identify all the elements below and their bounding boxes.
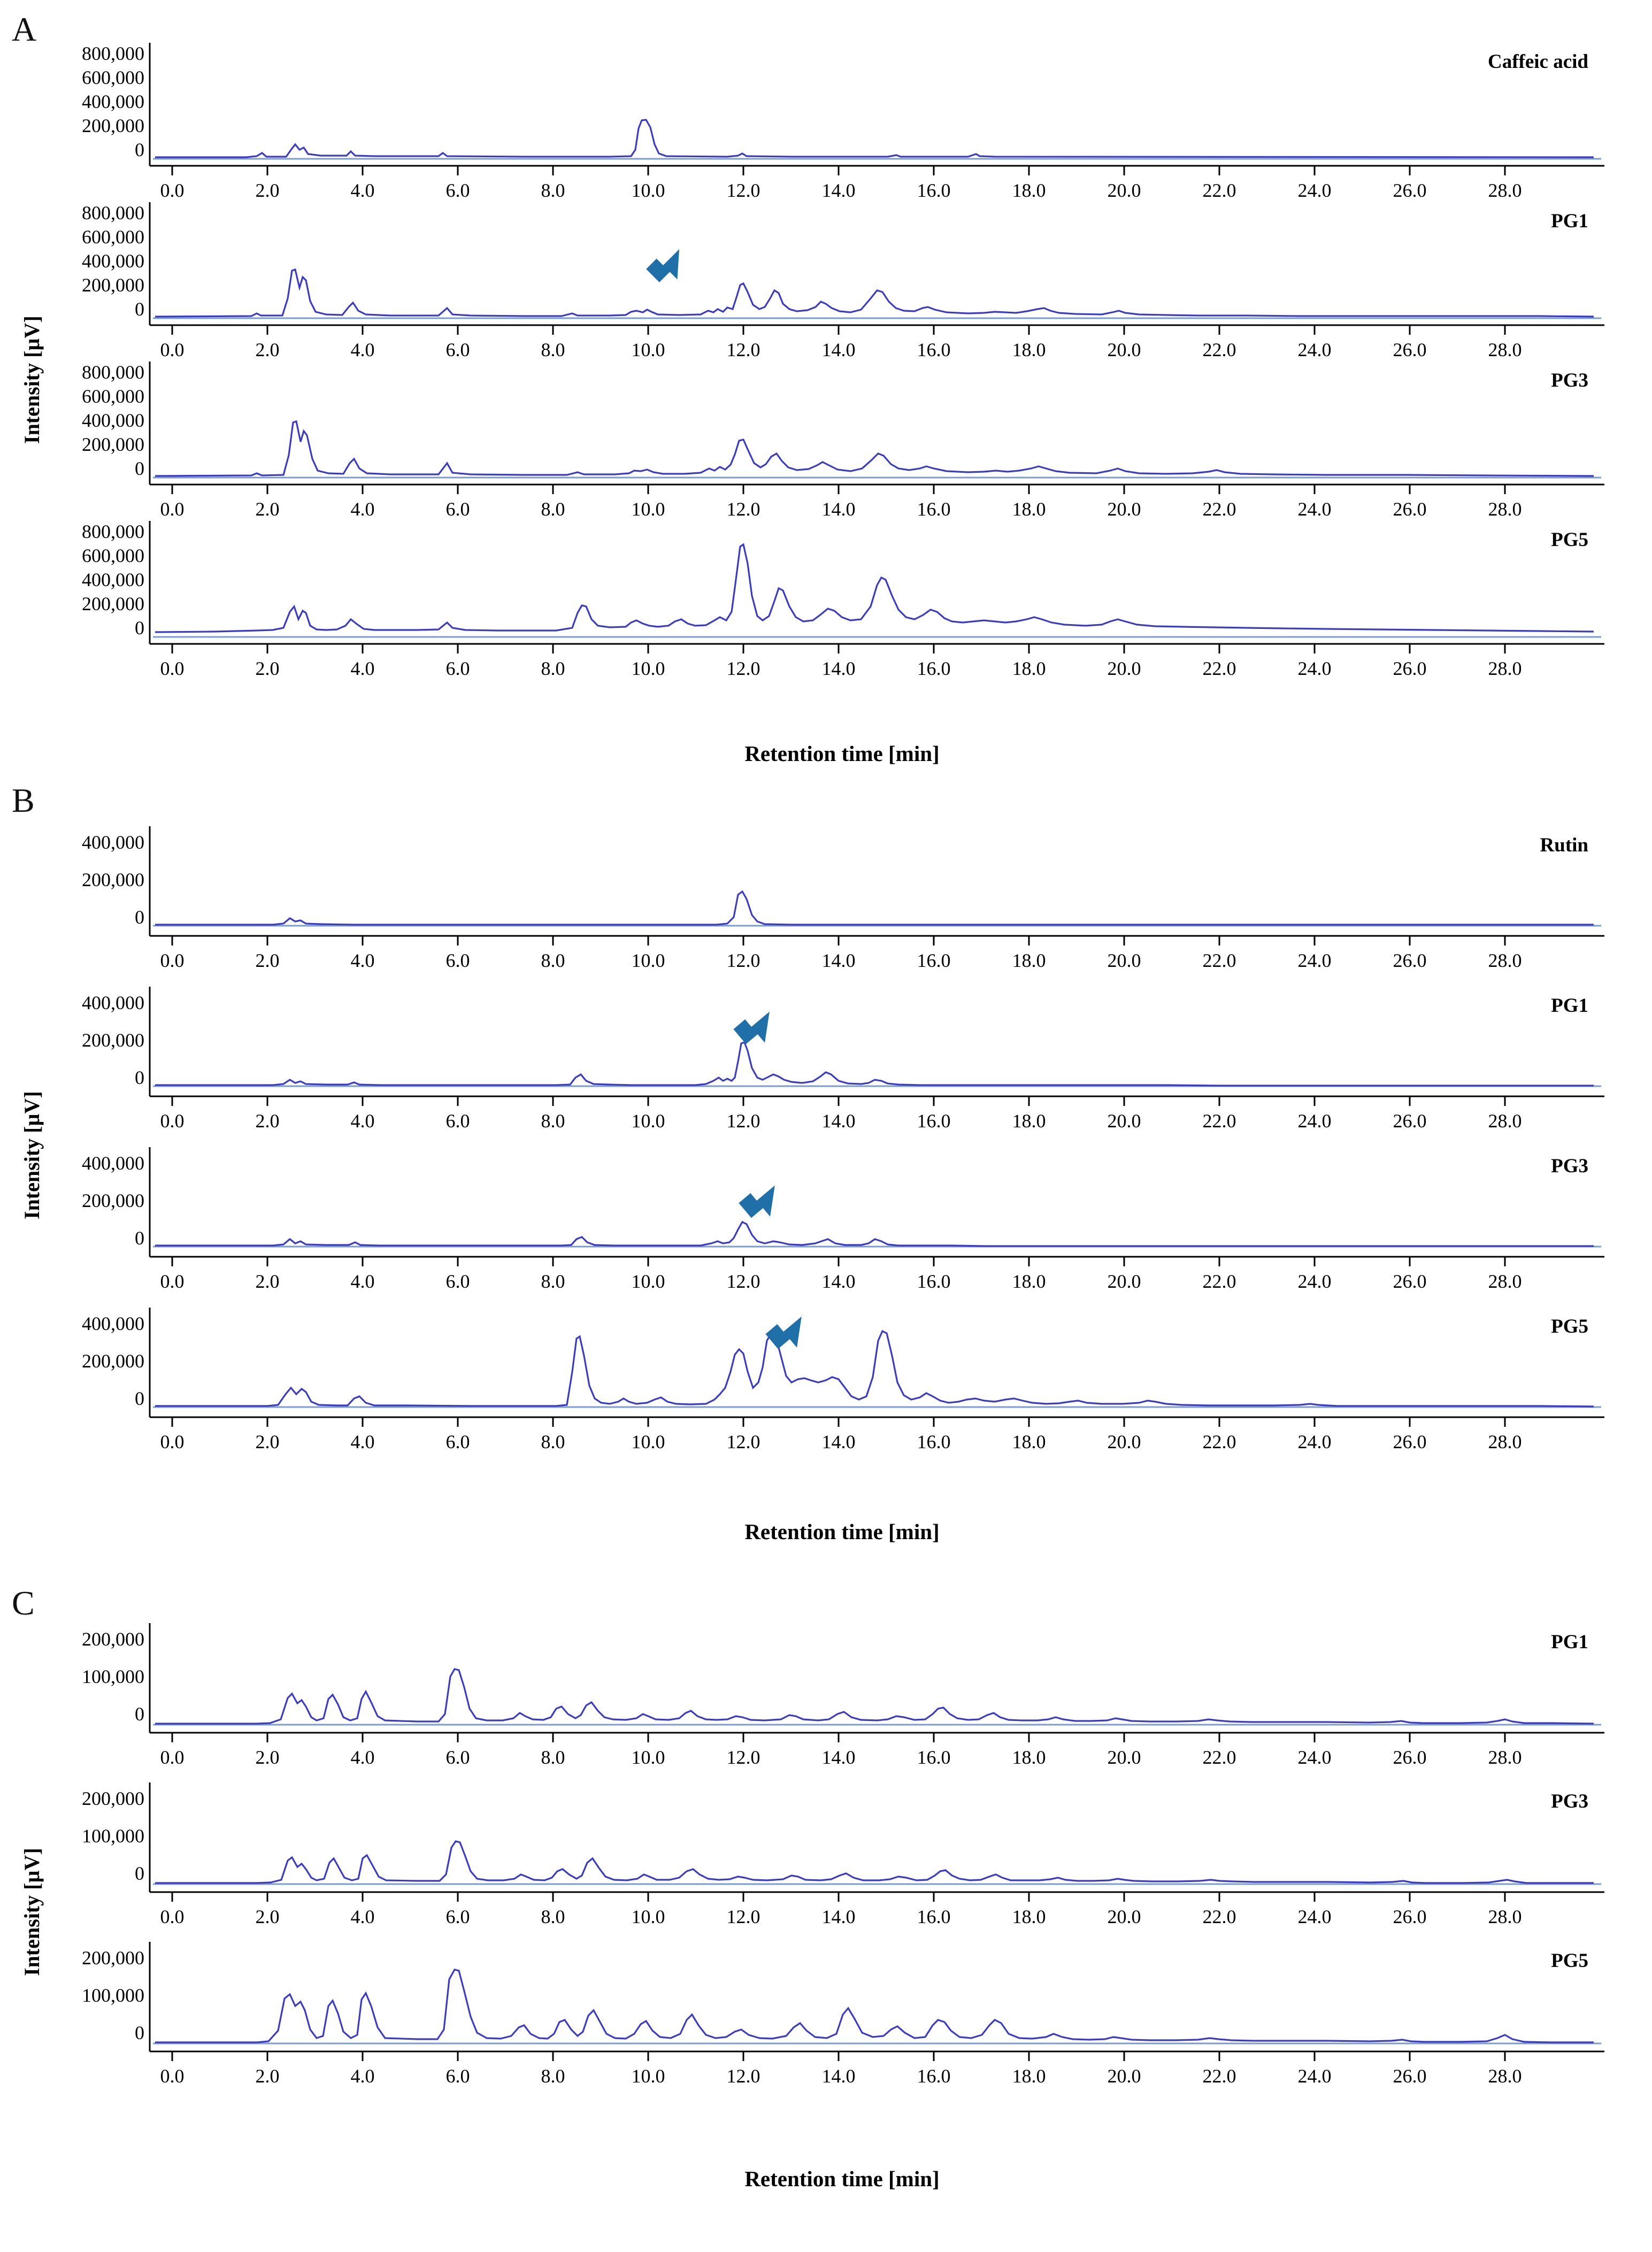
svg-text:2.0: 2.0 <box>255 658 280 679</box>
svg-text:24.0: 24.0 <box>1297 339 1332 360</box>
svg-text:4.0: 4.0 <box>350 1906 375 1927</box>
svg-text:4.0: 4.0 <box>350 339 375 360</box>
svg-text:14.0: 14.0 <box>821 2065 856 2087</box>
svg-text:12.0: 12.0 <box>726 658 760 679</box>
svg-text:14.0: 14.0 <box>821 1271 856 1292</box>
svg-text:0.0: 0.0 <box>160 339 185 360</box>
svg-text:200,000: 200,000 <box>82 274 144 296</box>
svg-text:22.0: 22.0 <box>1202 1110 1236 1132</box>
svg-text:8.0: 8.0 <box>541 1110 565 1132</box>
svg-text:200,000: 200,000 <box>82 593 144 614</box>
svg-text:10.0: 10.0 <box>631 1110 665 1132</box>
svg-text:16.0: 16.0 <box>917 950 951 971</box>
svg-text:26.0: 26.0 <box>1393 1747 1427 1768</box>
svg-text:0: 0 <box>135 1227 144 1249</box>
svg-text:0: 0 <box>135 139 144 160</box>
panel-c <box>0 1580 1620 2252</box>
svg-text:12.0: 12.0 <box>726 1747 760 1768</box>
trace-line <box>155 120 1594 157</box>
svg-text:0.0: 0.0 <box>160 498 185 520</box>
svg-text:800,000: 800,000 <box>82 362 144 383</box>
svg-text:18.0: 18.0 <box>1012 1271 1046 1292</box>
svg-text:0.0: 0.0 <box>160 180 185 201</box>
svg-text:600,000: 600,000 <box>82 226 144 248</box>
svg-text:8.0: 8.0 <box>541 1906 565 1927</box>
svg-text:8.0: 8.0 <box>541 1431 565 1452</box>
svg-text:2.0: 2.0 <box>255 2065 280 2087</box>
svg-text:2.0: 2.0 <box>255 1110 280 1132</box>
svg-text:28.0: 28.0 <box>1488 180 1522 201</box>
svg-text:14.0: 14.0 <box>821 1110 856 1132</box>
svg-text:28.0: 28.0 <box>1488 1110 1522 1132</box>
svg-text:22.0: 22.0 <box>1202 658 1236 679</box>
panel-b-ylabel: Intensity [µV] <box>20 1091 44 1219</box>
svg-text:20.0: 20.0 <box>1107 1271 1141 1292</box>
svg-text:28.0: 28.0 <box>1488 1747 1522 1768</box>
svg-text:26.0: 26.0 <box>1393 1906 1427 1927</box>
svg-text:24.0: 24.0 <box>1297 1110 1332 1132</box>
panel-c-ylabel: Intensity [µV] <box>20 1848 44 1976</box>
svg-text:800,000: 800,000 <box>82 202 144 224</box>
svg-text:200,000: 200,000 <box>82 1788 144 1809</box>
trace-label-pg5: PG5 <box>1551 1316 1588 1338</box>
svg-text:200,000: 200,000 <box>82 1628 144 1650</box>
svg-text:24.0: 24.0 <box>1297 2065 1332 2087</box>
svg-text:0: 0 <box>135 1388 144 1409</box>
svg-text:16.0: 16.0 <box>917 339 951 360</box>
svg-text:12.0: 12.0 <box>726 1271 760 1292</box>
svg-text:200,000: 200,000 <box>82 1947 144 1969</box>
svg-text:10.0: 10.0 <box>631 339 665 360</box>
svg-text:200,000: 200,000 <box>82 434 144 455</box>
svg-text:16.0: 16.0 <box>917 658 951 679</box>
svg-text:18.0: 18.0 <box>1012 1747 1046 1768</box>
svg-text:0: 0 <box>135 906 144 928</box>
svg-text:14.0: 14.0 <box>821 339 856 360</box>
panel-a <box>0 0 1620 786</box>
svg-text:18.0: 18.0 <box>1012 1110 1046 1132</box>
svg-text:0: 0 <box>135 1067 144 1088</box>
svg-text:28.0: 28.0 <box>1488 1906 1522 1927</box>
svg-text:18.0: 18.0 <box>1012 2065 1046 2087</box>
trace-label-caffeic-acid: Caffeic acid <box>1487 51 1588 73</box>
chart-c-pg5 <box>82 1942 1604 2108</box>
svg-text:200,000: 200,000 <box>82 1190 144 1211</box>
svg-text:6.0: 6.0 <box>445 180 470 201</box>
chart-a-pg5 <box>82 521 1604 687</box>
svg-text:200,000: 200,000 <box>82 1350 144 1372</box>
svg-text:6.0: 6.0 <box>445 658 470 679</box>
svg-text:18.0: 18.0 <box>1012 950 1046 971</box>
svg-text:18.0: 18.0 <box>1012 1906 1046 1927</box>
svg-text:0.0: 0.0 <box>160 950 185 971</box>
svg-text:6.0: 6.0 <box>445 2065 470 2087</box>
svg-text:4.0: 4.0 <box>350 1110 375 1132</box>
panel-a-ylabel: Intensity [µV] <box>20 316 44 444</box>
svg-text:26.0: 26.0 <box>1393 339 1427 360</box>
svg-text:22.0: 22.0 <box>1202 339 1236 360</box>
svg-text:10.0: 10.0 <box>631 1906 665 1927</box>
svg-text:12.0: 12.0 <box>726 1906 760 1927</box>
svg-text:4.0: 4.0 <box>350 1431 375 1452</box>
svg-text:16.0: 16.0 <box>917 180 951 201</box>
svg-text:18.0: 18.0 <box>1012 180 1046 201</box>
svg-text:10.0: 10.0 <box>631 1431 665 1452</box>
svg-text:6.0: 6.0 <box>445 1747 470 1768</box>
svg-text:6.0: 6.0 <box>445 1271 470 1292</box>
svg-text:400,000: 400,000 <box>82 1152 144 1174</box>
svg-text:16.0: 16.0 <box>917 1271 951 1292</box>
svg-text:0.0: 0.0 <box>160 1271 185 1292</box>
svg-text:2.0: 2.0 <box>255 180 280 201</box>
svg-text:20.0: 20.0 <box>1107 339 1141 360</box>
svg-text:8.0: 8.0 <box>541 2065 565 2087</box>
chart-b-pg3 <box>82 1147 1604 1308</box>
trace-line <box>155 544 1594 632</box>
annotation-arrow <box>739 1178 788 1227</box>
chart-a-pg1 <box>82 202 1604 363</box>
svg-text:6.0: 6.0 <box>445 950 470 971</box>
svg-text:400,000: 400,000 <box>82 91 144 112</box>
svg-text:0: 0 <box>135 1863 144 1884</box>
svg-text:18.0: 18.0 <box>1012 1431 1046 1452</box>
svg-text:400,000: 400,000 <box>82 410 144 431</box>
trace-line <box>155 1841 1594 1883</box>
trace-line <box>155 1970 1594 2042</box>
svg-text:2.0: 2.0 <box>255 1271 280 1292</box>
svg-text:26.0: 26.0 <box>1393 180 1427 201</box>
svg-text:24.0: 24.0 <box>1297 1747 1332 1768</box>
svg-text:20.0: 20.0 <box>1107 1906 1141 1927</box>
svg-text:400,000: 400,000 <box>82 832 144 853</box>
svg-text:28.0: 28.0 <box>1488 339 1522 360</box>
svg-text:0: 0 <box>135 2022 144 2043</box>
svg-text:20.0: 20.0 <box>1107 658 1141 679</box>
svg-text:2.0: 2.0 <box>255 950 280 971</box>
svg-text:4.0: 4.0 <box>350 498 375 520</box>
svg-text:600,000: 600,000 <box>82 67 144 88</box>
chart-c-pg1 <box>82 1623 1604 1784</box>
svg-text:800,000: 800,000 <box>82 521 144 542</box>
svg-text:600,000: 600,000 <box>82 386 144 407</box>
svg-text:2.0: 2.0 <box>255 1431 280 1452</box>
svg-text:26.0: 26.0 <box>1393 950 1427 971</box>
svg-text:12.0: 12.0 <box>726 180 760 201</box>
svg-text:200,000: 200,000 <box>82 869 144 890</box>
svg-text:2.0: 2.0 <box>255 1906 280 1927</box>
svg-text:22.0: 22.0 <box>1202 1747 1236 1768</box>
svg-text:2.0: 2.0 <box>255 498 280 520</box>
svg-text:20.0: 20.0 <box>1107 1110 1141 1132</box>
trace-label-rutin: Rutin <box>1540 834 1588 856</box>
svg-text:28.0: 28.0 <box>1488 2065 1522 2087</box>
svg-text:24.0: 24.0 <box>1297 1431 1332 1452</box>
svg-text:200,000: 200,000 <box>82 1029 144 1051</box>
svg-text:600,000: 600,000 <box>82 545 144 566</box>
svg-text:24.0: 24.0 <box>1297 1906 1332 1927</box>
svg-text:26.0: 26.0 <box>1393 1431 1427 1452</box>
svg-text:20.0: 20.0 <box>1107 1431 1141 1452</box>
svg-text:20.0: 20.0 <box>1107 1747 1141 1768</box>
svg-text:10.0: 10.0 <box>631 950 665 971</box>
svg-text:24.0: 24.0 <box>1297 180 1332 201</box>
svg-text:12.0: 12.0 <box>726 1110 760 1132</box>
panel-a-letter: A <box>12 10 37 48</box>
svg-text:22.0: 22.0 <box>1202 2065 1236 2087</box>
svg-text:6.0: 6.0 <box>445 339 470 360</box>
svg-text:400,000: 400,000 <box>82 1313 144 1334</box>
svg-text:12.0: 12.0 <box>726 950 760 971</box>
svg-text:22.0: 22.0 <box>1202 1271 1236 1292</box>
svg-text:22.0: 22.0 <box>1202 1431 1236 1452</box>
svg-text:400,000: 400,000 <box>82 569 144 590</box>
svg-text:0: 0 <box>135 617 144 639</box>
svg-text:10.0: 10.0 <box>631 180 665 201</box>
svg-text:200,000: 200,000 <box>82 115 144 136</box>
svg-text:0.0: 0.0 <box>160 2065 185 2087</box>
chart-c-pg3 <box>82 1782 1604 1943</box>
svg-text:100,000: 100,000 <box>82 1825 144 1847</box>
svg-text:20.0: 20.0 <box>1107 2065 1141 2087</box>
panel-a-xlabel: Retention time [min] <box>744 741 940 766</box>
svg-text:4.0: 4.0 <box>350 1271 375 1292</box>
svg-text:18.0: 18.0 <box>1012 658 1046 679</box>
chart-a-pg3 <box>82 362 1604 522</box>
svg-text:0: 0 <box>135 298 144 320</box>
svg-text:6.0: 6.0 <box>445 1110 470 1132</box>
svg-text:22.0: 22.0 <box>1202 180 1236 201</box>
svg-text:400,000: 400,000 <box>82 250 144 272</box>
svg-text:14.0: 14.0 <box>821 658 856 679</box>
svg-text:4.0: 4.0 <box>350 2065 375 2087</box>
svg-text:16.0: 16.0 <box>917 1110 951 1132</box>
svg-text:28.0: 28.0 <box>1488 1271 1522 1292</box>
trace-label-pg3: PG3 <box>1551 1790 1588 1812</box>
svg-text:4.0: 4.0 <box>350 950 375 971</box>
svg-text:14.0: 14.0 <box>821 498 856 520</box>
svg-text:400,000: 400,000 <box>82 992 144 1013</box>
svg-text:14.0: 14.0 <box>821 1747 856 1768</box>
svg-text:24.0: 24.0 <box>1297 498 1332 520</box>
svg-text:12.0: 12.0 <box>726 2065 760 2087</box>
svg-text:28.0: 28.0 <box>1488 950 1522 971</box>
chart-b-rutin <box>82 826 1604 987</box>
chart-b-pg1 <box>82 987 1604 1147</box>
svg-text:16.0: 16.0 <box>917 498 951 520</box>
trace-line <box>155 1331 1594 1406</box>
svg-text:0: 0 <box>135 1703 144 1725</box>
svg-text:16.0: 16.0 <box>917 1431 951 1452</box>
svg-text:20.0: 20.0 <box>1107 950 1141 971</box>
chart-a-caffeic-acid <box>82 43 1604 203</box>
svg-text:16.0: 16.0 <box>917 2065 951 2087</box>
svg-text:28.0: 28.0 <box>1488 498 1522 520</box>
panel-b-letter: B <box>12 781 35 819</box>
svg-text:14.0: 14.0 <box>821 1431 856 1452</box>
svg-text:800,000: 800,000 <box>82 43 144 64</box>
svg-text:2.0: 2.0 <box>255 339 280 360</box>
svg-text:14.0: 14.0 <box>821 950 856 971</box>
panel-c-xlabel: Retention time [min] <box>744 2166 940 2191</box>
svg-text:24.0: 24.0 <box>1297 1271 1332 1292</box>
chart-b-pg5 <box>82 1308 1604 1473</box>
svg-text:10.0: 10.0 <box>631 498 665 520</box>
panel-b <box>0 775 1620 1567</box>
svg-text:22.0: 22.0 <box>1202 950 1236 971</box>
svg-text:20.0: 20.0 <box>1107 180 1141 201</box>
svg-text:0.0: 0.0 <box>160 1747 185 1768</box>
svg-text:16.0: 16.0 <box>917 1747 951 1768</box>
trace-line <box>155 1222 1594 1246</box>
trace-line <box>155 1669 1594 1724</box>
svg-text:6.0: 6.0 <box>445 1431 470 1452</box>
svg-text:24.0: 24.0 <box>1297 658 1332 679</box>
annotation-arrow <box>646 243 693 290</box>
svg-text:0.0: 0.0 <box>160 1431 185 1452</box>
svg-text:18.0: 18.0 <box>1012 498 1046 520</box>
trace-label-pg1: PG1 <box>1551 995 1588 1017</box>
svg-text:0.0: 0.0 <box>160 1906 185 1927</box>
svg-text:10.0: 10.0 <box>631 1747 665 1768</box>
svg-text:22.0: 22.0 <box>1202 1906 1236 1927</box>
svg-text:4.0: 4.0 <box>350 658 375 679</box>
svg-text:26.0: 26.0 <box>1393 498 1427 520</box>
svg-text:10.0: 10.0 <box>631 2065 665 2087</box>
svg-text:16.0: 16.0 <box>917 1906 951 1927</box>
panel-c-letter: C <box>12 1584 35 1622</box>
svg-text:100,000: 100,000 <box>82 1985 144 2006</box>
svg-text:4.0: 4.0 <box>350 180 375 201</box>
svg-text:8.0: 8.0 <box>541 180 565 201</box>
svg-text:10.0: 10.0 <box>631 1271 665 1292</box>
trace-label-pg5: PG5 <box>1551 529 1588 551</box>
svg-text:8.0: 8.0 <box>541 1747 565 1768</box>
svg-text:28.0: 28.0 <box>1488 1431 1522 1452</box>
trace-line <box>155 421 1594 476</box>
trace-line <box>155 891 1594 925</box>
annotation-arrow <box>765 1309 815 1358</box>
trace-line <box>155 1042 1594 1086</box>
svg-text:8.0: 8.0 <box>541 950 565 971</box>
svg-text:26.0: 26.0 <box>1393 658 1427 679</box>
svg-text:28.0: 28.0 <box>1488 658 1522 679</box>
svg-text:6.0: 6.0 <box>445 498 470 520</box>
trace-label-pg3: PG3 <box>1551 1155 1588 1177</box>
svg-text:0.0: 0.0 <box>160 658 185 679</box>
trace-label-pg1: PG1 <box>1551 1631 1588 1653</box>
svg-text:10.0: 10.0 <box>631 658 665 679</box>
svg-text:20.0: 20.0 <box>1107 498 1141 520</box>
svg-text:8.0: 8.0 <box>541 658 565 679</box>
svg-text:26.0: 26.0 <box>1393 1271 1427 1292</box>
svg-text:12.0: 12.0 <box>726 498 760 520</box>
svg-text:14.0: 14.0 <box>821 1906 856 1927</box>
svg-text:100,000: 100,000 <box>82 1666 144 1687</box>
svg-text:14.0: 14.0 <box>821 180 856 201</box>
svg-text:4.0: 4.0 <box>350 1747 375 1768</box>
svg-text:0: 0 <box>135 458 144 479</box>
svg-text:2.0: 2.0 <box>255 1747 280 1768</box>
svg-text:18.0: 18.0 <box>1012 339 1046 360</box>
svg-text:24.0: 24.0 <box>1297 950 1332 971</box>
trace-label-pg5: PG5 <box>1551 1950 1588 1972</box>
svg-text:8.0: 8.0 <box>541 1271 565 1292</box>
svg-text:8.0: 8.0 <box>541 339 565 360</box>
trace-label-pg1: PG1 <box>1551 210 1588 232</box>
svg-text:22.0: 22.0 <box>1202 498 1236 520</box>
panel-b-xlabel: Retention time [min] <box>744 1519 940 1544</box>
svg-text:12.0: 12.0 <box>726 1431 760 1452</box>
svg-text:12.0: 12.0 <box>726 339 760 360</box>
svg-text:8.0: 8.0 <box>541 498 565 520</box>
svg-text:26.0: 26.0 <box>1393 1110 1427 1132</box>
svg-text:6.0: 6.0 <box>445 1906 470 1927</box>
svg-text:0.0: 0.0 <box>160 1110 185 1132</box>
trace-line <box>155 270 1594 317</box>
svg-text:26.0: 26.0 <box>1393 2065 1427 2087</box>
trace-label-pg3: PG3 <box>1551 370 1588 391</box>
